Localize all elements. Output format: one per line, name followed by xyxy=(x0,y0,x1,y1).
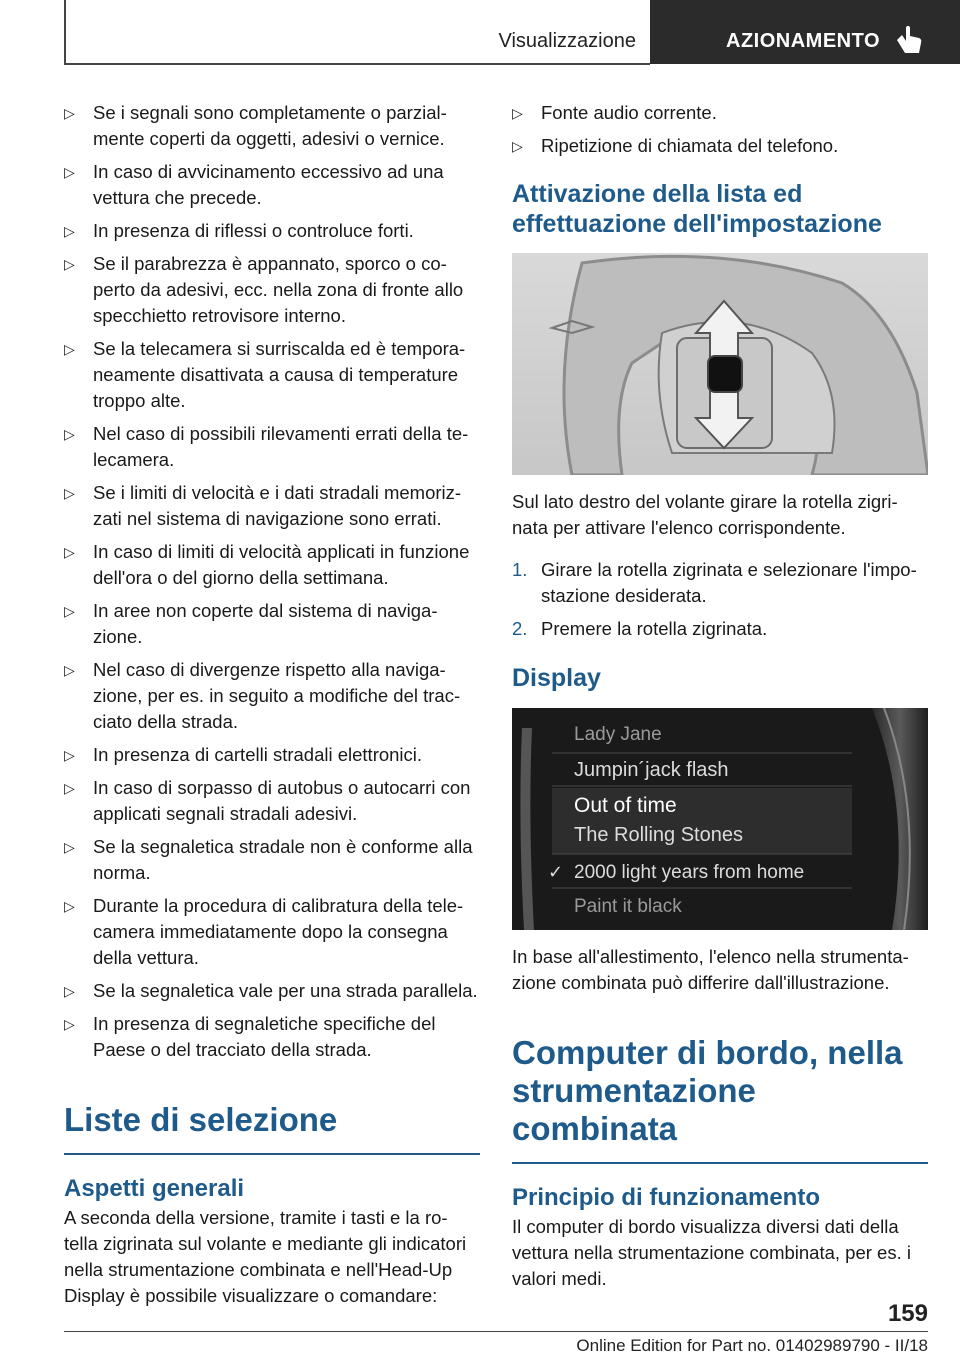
heading-rule xyxy=(512,1162,928,1164)
list-item: ▷ In presenza di cartelli stradali elettronici. xyxy=(64,742,480,768)
list-item: ▷ Se la telecamera si surriscalda ed è tempora- neamente disattivata a causa di temperature troppo alte. xyxy=(64,338,466,411)
triangle-bullet-icon: ▷ xyxy=(64,839,75,855)
steering-wheel-illustration xyxy=(512,253,928,475)
functions-list xyxy=(512,100,928,159)
triangle-bullet-icon: ▷ xyxy=(64,341,75,357)
triangle-bullet-icon: ▷ xyxy=(64,164,75,180)
display-track-5: Paint it black xyxy=(574,896,682,917)
step-item: 2. Premere la rotella zigrinata. xyxy=(512,618,768,639)
triangle-bullet-icon: ▷ xyxy=(512,138,523,154)
triangle-bullet-icon: ▷ xyxy=(512,105,523,121)
triangle-bullet-icon: ▷ xyxy=(64,780,75,796)
list-item: ▷ Nel caso di possibili rilevamenti errati della te- lecamera. xyxy=(64,423,469,470)
header-underline xyxy=(64,63,650,65)
heading-rule xyxy=(64,1153,480,1155)
step-item: 1. Girare la rotella zigrinata e selezionare l'impo- stazione desiderata. xyxy=(512,559,917,606)
display-track-artist: The Rolling Stones xyxy=(574,824,743,846)
footer-rule xyxy=(64,1331,928,1332)
triangle-bullet-icon: ▷ xyxy=(64,223,75,239)
list-item: ▷ Se la segnaletica vale per una strada parallela. xyxy=(64,978,480,1004)
list-item: ▷ In aree non coperte dal sistema di naviga- zione. xyxy=(64,600,438,647)
heading-liste-di-selezione: Liste di selezione xyxy=(64,1101,338,1138)
triangle-bullet-icon: ▷ xyxy=(64,426,75,442)
list-item: ▷ Se la segnaletica stradale non è conforme alla norma. xyxy=(64,836,473,883)
right-column xyxy=(512,100,928,1292)
header-section-title: Visualizzazione xyxy=(498,30,636,52)
triangle-bullet-icon: ▷ xyxy=(64,898,75,914)
triangle-bullet-icon: ▷ xyxy=(64,485,75,501)
list-item: ▷ Nel caso di divergenze rispetto alla naviga- zione, per es. in seguito a modifiche del trac- ciato della strada. xyxy=(64,659,461,732)
display-track-1: Lady Jane xyxy=(574,724,662,745)
page-number: 159 xyxy=(887,1300,928,1327)
footer-edition: Online Edition for Part no. 01402989790 - II/18 xyxy=(576,1336,928,1355)
display-image xyxy=(512,708,928,930)
display-illustration xyxy=(512,708,928,930)
list-item: ▷ In presenza di riflessi o controluce forti. xyxy=(64,218,480,244)
conditions-list xyxy=(64,100,480,1063)
list-item: ▷ In caso di sorpasso di autobus o autocarri con applicati segnali stradali adesivi. xyxy=(64,777,471,824)
steps-list xyxy=(512,557,928,642)
checkmark-icon: ✓ xyxy=(548,862,564,883)
paragraph-display: In base all'allestimento, l'elenco nella strumenta- zione combinata può differire dall'illustrazione. xyxy=(512,946,909,993)
list-item: ▷ Durante la procedura di calibratura della tele- camera immediatamente dopo la consegna della vettura. xyxy=(64,895,464,968)
paragraph-principio: Il computer di bordo visualizza diversi dati della vettura nella strumentazione combinata, per es. i valori medi. xyxy=(512,1216,911,1289)
list-item: ▷ Ripetizione di chiamata del telefono. xyxy=(512,133,928,159)
triangle-bullet-icon: ▷ xyxy=(64,603,75,619)
triangle-bullet-icon: ▷ xyxy=(64,105,75,121)
list-item: ▷ In caso di avvicinamento eccessivo ad una vettura che precede. xyxy=(64,161,444,208)
triangle-bullet-icon: ▷ xyxy=(64,256,75,272)
triangle-bullet-icon: ▷ xyxy=(64,544,75,560)
left-column xyxy=(64,100,480,1309)
triangle-bullet-icon: ▷ xyxy=(64,747,75,763)
triangle-bullet-icon: ▷ xyxy=(64,983,75,999)
heading-attivazione: Attivazione della lista ed effettuazione dell'impostazione xyxy=(512,180,882,238)
list-item: ▷ In presenza di segnaletiche specifiche del Paese o del tracciato della strada. xyxy=(64,1013,436,1060)
header-left-line xyxy=(64,0,66,64)
list-item: ▷ Se i limiti di velocità e i dati stradali memoriz- zati nel sistema di navigazione sono errati. xyxy=(64,482,462,529)
paragraph-attivazione: Sul lato destro del volante girare la rotella zigri- nata per attivare l'elenco corrispondente. xyxy=(512,491,898,538)
list-item: ▷ Se il parabrezza è appannato, sporco o co- perto da adesivi, ecc. nella zona di fronte allo specchietto retrovisore interno. xyxy=(64,253,464,326)
hand-pointer-icon xyxy=(894,26,924,54)
header-chapter-label: AZIONAMENTO xyxy=(726,30,881,52)
paragraph-aspetti: A seconda della versione, tramite i tasti e la ro- tella zigrinata sul volante e mediante gli indicatori nella strumentazione combinata e nell'Head-Up Display è possibile visualizzare o comandare: xyxy=(64,1207,467,1306)
heading-aspetti-generali: Aspetti generali xyxy=(64,1175,245,1202)
triangle-bullet-icon: ▷ xyxy=(64,662,75,678)
heading-principio: Principio di funzionamento xyxy=(512,1184,820,1211)
list-item: ▷ Se i segnali sono completamente o parzial- mente coperti da oggetti, adesivi o vernice. xyxy=(64,102,447,149)
heading-display: Display xyxy=(512,664,601,692)
steering-wheel-image xyxy=(512,253,928,475)
header-chapter-tab xyxy=(650,0,960,64)
list-item: ▷ Fonte audio corrente. xyxy=(512,100,928,126)
display-track-2: Jumpin´jack flash xyxy=(574,759,729,781)
display-track-4: 2000 light years from home xyxy=(574,862,805,883)
display-track-3: Out of time xyxy=(574,794,677,817)
list-item: ▷ In caso di limiti di velocità applicati in funzione dell'ora o del giorno della settimana. xyxy=(64,541,470,588)
triangle-bullet-icon: ▷ xyxy=(64,1016,75,1032)
heading-computer-di-bordo: Computer di bordo, nella strumentazione combinata xyxy=(512,1034,903,1147)
